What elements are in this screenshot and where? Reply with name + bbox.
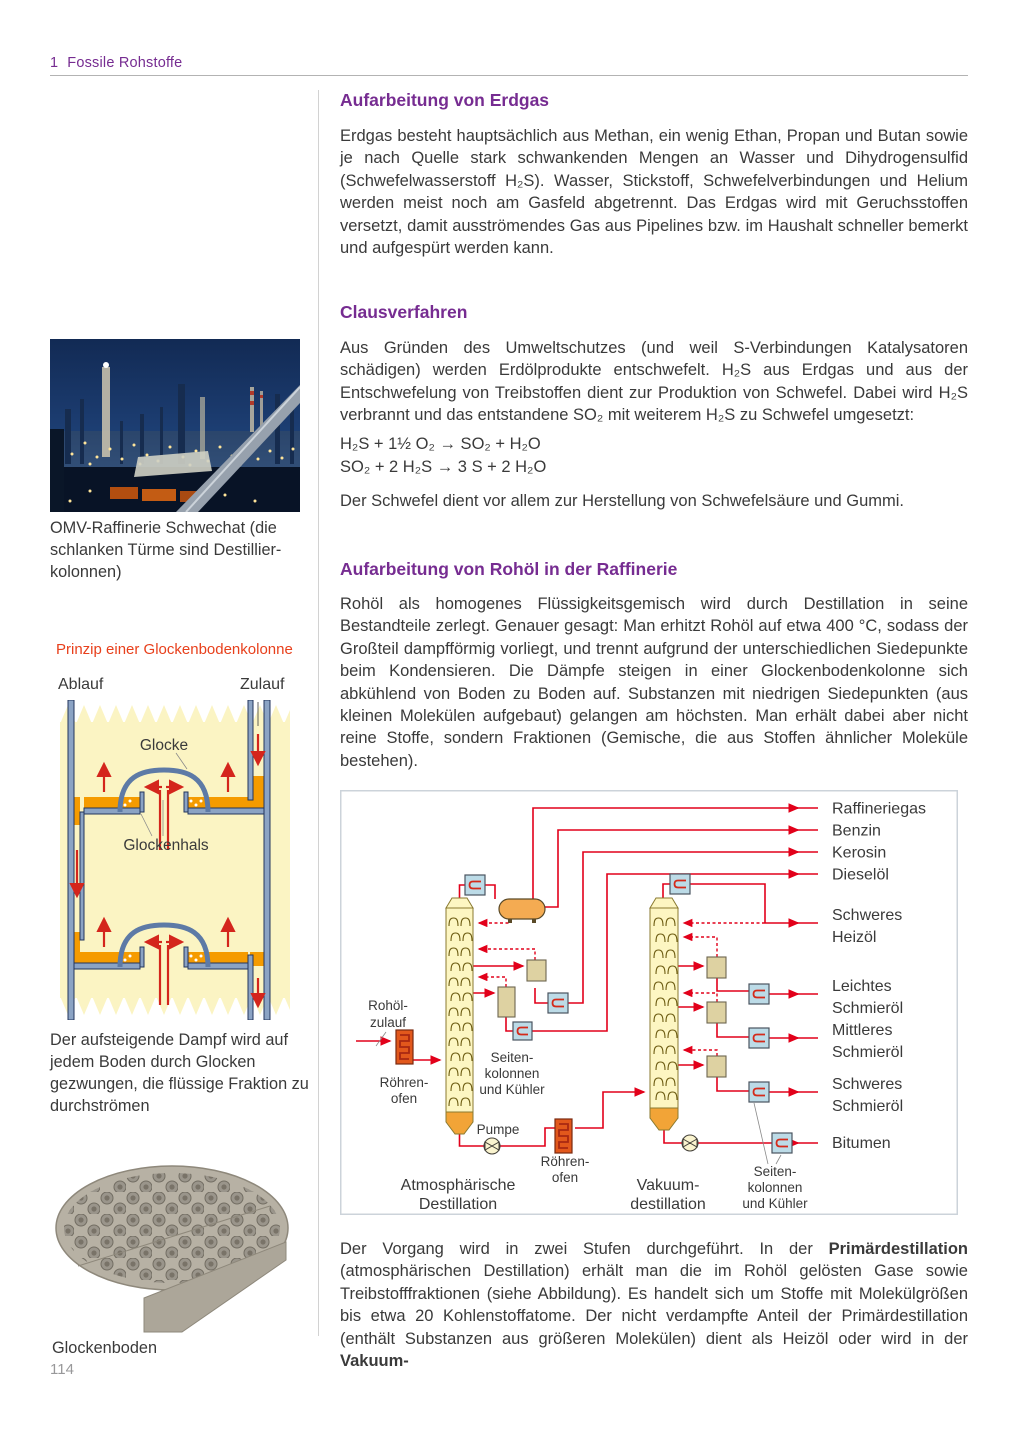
claus-equation-2: SO₂ + 2 H₂S → 3 S + 2 H₂O	[340, 458, 547, 476]
side-cooler-leicht	[749, 984, 769, 1004]
section2-body: Aus Gründen des Umweltschutzes (und weil S-Verbindungen Katalysatoren schädigen) werden Erdölprodukte entschwefelt. H₂S aus Erdgas und aus der Entschwefelung von Treibstoffen dient zur Produktion von Schwefel. Dabei wird H₂S verbrannt und das entstandene SO₂ mit weiterem H₂S zu Schwefel umgesetzt:	[340, 339, 968, 425]
overhead-cooler-atm	[465, 875, 485, 895]
main-column	[340, 0, 968, 1440]
side-cooler-schwer	[749, 1082, 769, 1102]
ablauf-label: Ablauf	[58, 676, 104, 693]
label-ofen2-2: ofen	[551, 1170, 579, 1185]
glockenhals-label: Glockenhals	[123, 837, 209, 854]
label-bitumen: Bitumen	[832, 1135, 891, 1152]
refinery-photo	[50, 339, 300, 512]
bitumen-cooler	[772, 1133, 792, 1153]
closing-paragraph	[340, 1238, 968, 1372]
label-mittleres-2: Schmieröl	[832, 1044, 904, 1061]
label-seiten2-3: und Kühler	[742, 1196, 808, 1211]
side-column-vac-3	[707, 1056, 726, 1077]
label-seiten2-1: Seiten-	[753, 1164, 797, 1179]
label-atm-1: Atmosphärische	[400, 1177, 516, 1194]
column-divider-rule	[318, 90, 319, 1336]
label-vak-2: destillation	[630, 1196, 706, 1213]
overhead-cooler-vac	[670, 874, 690, 894]
label-raffineriegas: Raffineriegas	[832, 800, 926, 818]
label-ofen2-1: Röhren-	[540, 1154, 590, 1169]
closing-part2: (atmosphärischen Destillation) erhält man die im Rohöl gelösten Gase sowie Treibstofffraktionen (siehe Abbildung). Es handelt sich um Stoffe mit Molekülgrößen bis etwa 20 Kohlenstoffatome. Der nicht verdampfte Anteil der Primärdestillation (enthält Substanzen aus größeren Molekülen) dient als Heizöl oder wird in der	[340, 1262, 968, 1348]
claus-equation-1: H₂S + 1½ O₂ → SO₂ + H₂O	[340, 435, 541, 453]
side-cooler-kerosin	[548, 993, 568, 1013]
label-schweres-schmieroel-2: Schmieröl	[832, 1098, 904, 1115]
label-ofen1-1: Röhren-	[379, 1075, 429, 1090]
bubble-caption: Der aufsteigende Dampf wird auf jedem Boden durch Glocken gezwungen, die flüssige Fraktion zu durchströmen	[50, 1031, 309, 1115]
atmospheric-column	[446, 898, 473, 1134]
photo2-caption: Glockenboden	[52, 1339, 158, 1357]
section1-heading: Aufarbeitung von Erdgas	[340, 90, 550, 110]
label-leichtes-1: Leichtes	[832, 978, 892, 995]
side-column-vac-2	[707, 1002, 726, 1023]
section3-heading: Aufarbeitung von Rohöl in der Raffinerie	[340, 559, 678, 579]
page-number: 114	[50, 1361, 74, 1378]
label-dieseloel: Dieselöl	[832, 866, 889, 884]
label-seiten1-2: kolonnen	[484, 1066, 540, 1081]
label-schweres-schmieroel-1: Schweres	[832, 1076, 903, 1093]
tube-furnace-2	[555, 1119, 572, 1153]
bubble-diagram-title: Prinzip einer Glockenbodenkolonne	[56, 641, 293, 658]
label-mittleres-1: Mittleres	[832, 1022, 893, 1039]
side-column-vac-1	[707, 957, 726, 978]
side-cooler-mittel	[749, 1028, 769, 1048]
bubble-cap-diagram	[60, 700, 290, 1020]
label-leichtes-2: Schmieröl	[832, 1000, 904, 1017]
section2-heading: Clausverfahren	[340, 302, 468, 322]
glocke-label: Glocke	[139, 737, 189, 754]
label-vak-1: Vakuum-	[636, 1177, 700, 1194]
side-column-atm-2	[498, 987, 515, 1017]
chapter-number: 1	[50, 55, 59, 71]
closing-bold1: Primärdestillation	[828, 1240, 968, 1258]
side-column-atm-1	[527, 960, 546, 981]
chapter-header	[50, 55, 182, 71]
tube-furnace-1	[396, 1030, 413, 1064]
label-seiten1-1: Seiten-	[490, 1050, 534, 1065]
closing-bold2: Vakuum-	[340, 1352, 409, 1371]
side-cooler-diesel	[513, 1022, 532, 1040]
label-rohoel-1: Rohöl-	[368, 998, 408, 1013]
label-atm-2: Destillation	[418, 1196, 498, 1213]
section3-body: Rohöl als homogenes Flüssigkeitsgemisch wird durch Destillation in seine Bestandteile zerlegt. Genauer gesagt: Man erhitzt Rohöl auf etwa 400 °C, sodass der Großteil dampfförmig vorliegt, und trennt aufgrund der unterschiedlichen Siedepunkte beim Kondensieren. Die Dämpfe steigen in einer Glockenbodenkolonne sich abkühlend von Boden zu Boden auf. Substanzen mit niedrigen Siedepunkten (aus kleinen Molekülen aufgebaut) gelangen am höchsten. Man erhält dabei aber nicht reine Stoffe, sondern Fraktionen (Gemische, die aus Stoffen ähnlicher Moleküle bestehen).	[340, 595, 968, 770]
pump-atm	[484, 1138, 500, 1154]
glockenboden-photo	[48, 1148, 298, 1333]
label-schweres-heizoel-1: Schweres	[832, 907, 903, 924]
section1-body: Erdgas besteht hauptsächlich aus Methan, ein wenig Ethan, Propan und Butan sowie je nach Quelle stark schwankenden Mengen an Wasser und Dihydrogensulfid (Schwefelwasserstoff H₂S). Wasser, Stickstoff, Schwefelverbindungen und Helium werden meist noch am Gasfeld abgetrennt. Das Erdgas wird mit Geruchsstoffen versetzt, damit ausströmendes Gas aus Pipelines bzw. im Haushalt schneller bemerkt und aufgespürt werden kann.	[340, 127, 968, 258]
vacuum-column	[650, 898, 678, 1130]
closing-part1: Der Vorgang wird in zwei Stufen durchgeführt. In der	[340, 1240, 829, 1258]
label-kerosin: Kerosin	[832, 844, 887, 862]
pump-vac	[682, 1135, 698, 1151]
label-ofen1-2: ofen	[390, 1091, 418, 1106]
label-benzin: Benzin	[832, 822, 881, 840]
distillation-scheme	[340, 790, 958, 1215]
section2-body2: Der Schwefel dient vor allem zur Herstellung von Schwefelsäure und Gummi.	[340, 492, 904, 510]
chapter-title: Fossile Rohstoffe	[67, 55, 183, 71]
photo1-caption: OMV-Raffinerie Schwechat (die schlanken Türme sind Destillierkolonnen)	[50, 519, 282, 581]
label-seiten2-2: kolonnen	[747, 1180, 803, 1195]
label-pumpe: Pumpe	[476, 1122, 520, 1137]
label-seiten1-3: und Kühler	[479, 1082, 545, 1097]
zulauf-label: Zulauf	[240, 676, 285, 693]
label-schweres-heizoel-2: Heizöl	[832, 929, 877, 946]
label-rohoel-2: zulauf	[369, 1015, 407, 1030]
